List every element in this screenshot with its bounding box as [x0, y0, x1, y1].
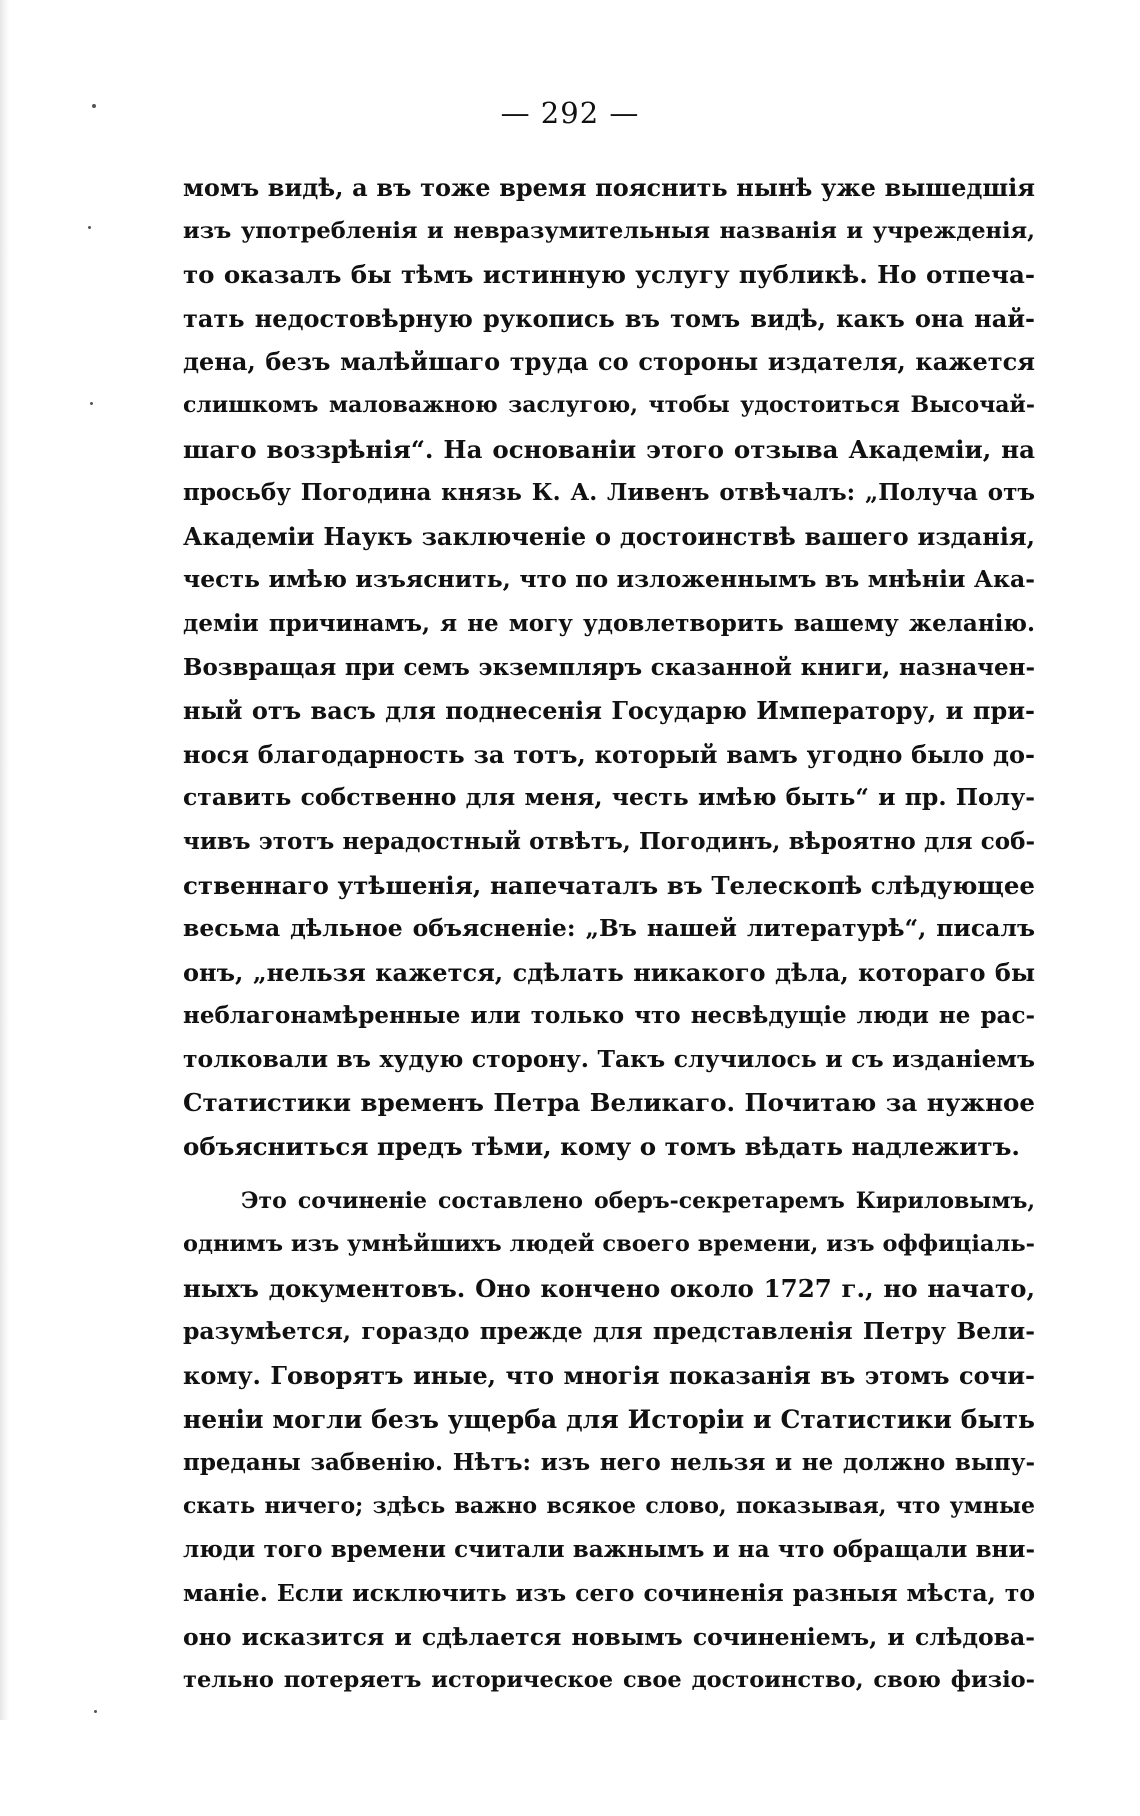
text-line: люди того времени считали важнымъ и на что обращали вни-: [183, 1536, 1035, 1564]
text-line: ставить собственно для меня, честь имѣю быть“ и пр. Полу-: [183, 783, 1035, 812]
text-line: изъ употребленія и невразумительныя названія и учрежденія,: [183, 217, 1035, 244]
text-line: Возвращая при семъ экземпляръ сказанной книги, назначен-: [183, 653, 1035, 681]
text-line: скать ничего; здѣсь важно всякое слово, показывая, что умные: [183, 1492, 1035, 1519]
text-line: чивъ этотъ нерадостный отвѣтъ, Погодинъ, вѣроятно для соб-: [183, 827, 1035, 855]
text-line: момъ видѣ, а въ тоже время пояснить нынѣ уже вышедшія: [183, 173, 1035, 202]
ink-speck: [90, 402, 93, 405]
text-line: шаго воззрѣнія“. На основаніи этого отзыва Академіи, на: [183, 434, 1035, 464]
text-line: Академіи Наукъ заключеніе о достоинствѣ вашего изданія,: [183, 521, 1035, 551]
text-line: деміи причинамъ, я не могу удовлетворить вашему желанію.: [183, 609, 1035, 637]
ink-speck: [94, 1710, 97, 1713]
text-line: просьбу Погодина князь К. А. Ливенъ отвѣчалъ: „Получа отъ: [183, 479, 1035, 507]
text-line: маніе. Если исключить изъ сего сочиненія разныя мѣста, то: [183, 1579, 1035, 1607]
text-line: тать недостовѣрную рукопись въ томъ видѣ, какъ она най-: [183, 303, 1035, 333]
text-line: ный отъ васъ для поднесенія Государю Императору, и при-: [183, 696, 1035, 726]
text-line: разумѣется, гораздо прежде для представленія Петру Вели-: [183, 1317, 1035, 1346]
body-text: [183, 166, 1035, 1703]
text-line: преданы забвенію. Нѣтъ: изъ него нельзя и не должно выпу-: [183, 1449, 1035, 1477]
text-line: онъ, „нельзя кажется, сдѣлать никакого дѣла, котораго бы: [183, 957, 1035, 987]
page-number: — 292 —: [500, 96, 640, 130]
paragraph-2: [183, 1180, 1035, 1703]
page-edge-shadow: [0, 0, 10, 1720]
text-line: оно исказится и сдѣлается новымъ сочиненіемъ, и слѣдова-: [183, 1622, 1035, 1651]
text-line: толковали въ худую сторону. Такъ случилось и съ изданіемъ: [183, 1044, 1035, 1073]
text-line: то оказалъ бы тѣмъ истинную услугу публикѣ. Но отпеча-: [183, 260, 1035, 290]
text-line: дена, безъ малѣйшаго труда со стороны издателя, кажется: [183, 347, 1035, 377]
paragraph-1: [183, 166, 1035, 1169]
ink-speck: [88, 226, 91, 229]
text-line: Это сочиненіе составлено оберъ-секретаремъ Кириловымъ,: [241, 1187, 1035, 1214]
text-line: ныхъ документовъ. Оно кончено около 1727 г., но начато,: [183, 1273, 1035, 1303]
text-line: честь имѣю изъяснить, что по изложеннымъ въ мнѣніи Ака-: [183, 565, 1035, 594]
text-line: неніи могли безъ ущерба для Исторіи и Статистики быть: [183, 1404, 1035, 1434]
text-line: нося благодарность за тотъ, который вамъ угодно было до-: [183, 739, 1035, 769]
text-line: тельно потеряетъ историческое свое достоинство, свою физіо-: [183, 1667, 1035, 1694]
text-line: слишкомъ маловажною заслугою, чтобы удостоиться Высочай-: [183, 391, 1035, 418]
text-line: объясниться предъ тѣми, кому о томъ вѣдать надлежитъ.: [183, 1132, 1020, 1162]
text-line: ственнаго утѣшенія, напечаталъ въ Телескопѣ слѣдующее: [183, 870, 1035, 900]
paragraph-gap: [183, 1169, 1035, 1180]
text-line: весьма дѣльное объясненіе: „Въ нашей литературѣ“, писалъ: [183, 914, 1035, 943]
text-line: неблагонамѣренные или только что несвѣдущіе люди не рас-: [183, 1002, 1035, 1030]
text-line: Статистики временъ Петра Великаго. Почитаю за нужное: [183, 1088, 1035, 1118]
text-line: однимъ изъ умнѣйшихъ людей своего времени, изъ оффиціаль-: [183, 1231, 1035, 1258]
text-line: кому. Говорятъ иные, что многія показанія въ этомъ сочи-: [183, 1361, 1035, 1391]
